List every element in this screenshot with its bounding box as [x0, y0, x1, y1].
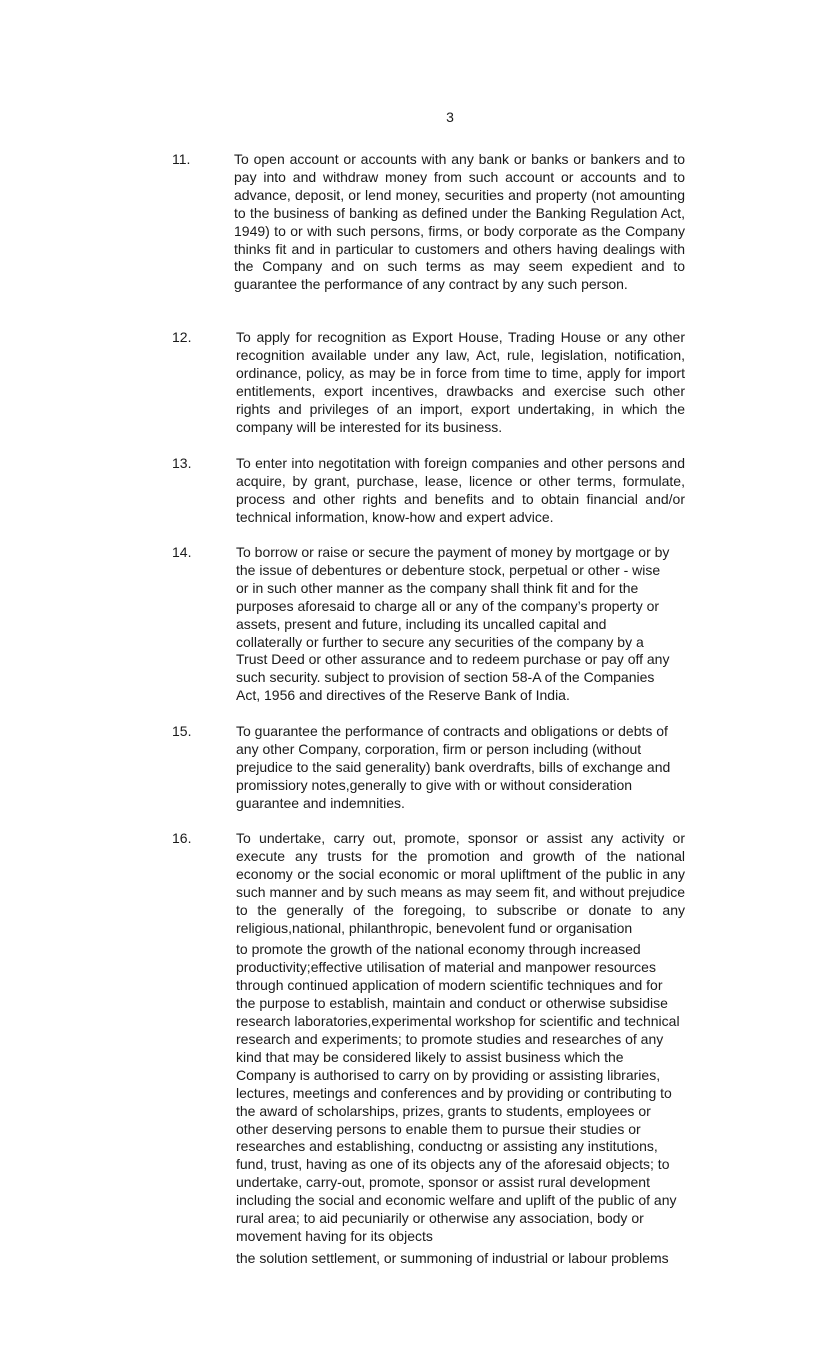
clause-paragraph: To open account or accounts with any bank or banks or bankers and to pay into and withdraw money from such account or accounts and to advance, deposit, or lend money, securities and property (not amounting to the business of banking as defined under the Banking Regulation Act, 1949) to or with such persons, firms, or body corporate as the Company thinks fit and in particular to customers and others having dealings with the Company and on such terms as may seem expedient and to guarantee the performance of any contract by any such person. [234, 151, 685, 293]
clause-paragraph: the solution settlement, or summoning of industrial or labour problems [236, 1249, 669, 1266]
clause-paragraph: To apply for recognition as Export House, Trading House or any other recognition available under any law, Act, rule, legislation, notification, ordinance, policy, as may be in force from time to time, apply for import entitlements, export incentives, drawbacks and exercise such other rights and privileges of an import, export undertaking, in which the company will be interested for its business. [236, 329, 685, 435]
clause-body [236, 329, 685, 436]
clause-number: 15. [172, 723, 192, 739]
clause-paragraph: To borrow or raise or secure the payment of money by mortgage or by the issue of debentures or debenture stock, perpetual or other - wise or in such other manner as the company shall think fit and for the purposes aforesaid to charge all or any of the company’s property or assets, present and future, including its uncalled capital and collaterally or further to secure any securities of the company by a Trust Deed or other assurance and to redeem purchase or pay off any such security. subject to provision of section 58-A of the Companies Act, 1956 and directives of the Reserve Bank of India. [236, 544, 670, 704]
clause-paragraph: To undertake, carry out, promote, sponsor or assist any activity or execute any trusts for the promotion and growth of the national economy or the social economic or moral upliftment of the public in any such manner and by such means as may seem fit, and without prejudice to the generally of the foregoing, to subscribe or donate to any religious,national, philanthropic, benevolent fund or organisation [236, 830, 685, 936]
clause-body [234, 151, 685, 294]
clause-body [236, 455, 685, 527]
clause-paragraph: To guarantee the performance of contracts and obligations or debts of any other Company, corporation, firm or person including (without prejudice to the said generality) bank overdrafts, bills of exchange and promissiory notes,generally to give with or without consideration guarantee and indemnities. [236, 723, 671, 811]
clause-number: 16. [172, 830, 192, 846]
clause-paragraph: to promote the growth of the national economy through increased productivity;effective utilisation of material and manpower resources through continued application of modern scientific techniques and for the purpose to establish, maintain and conduct or otherwise subsidise research laboratories,experimental workshop for scientific and technical research and experiments; to promote studies and researches of any kind that may be considered likely to assist business which the Company is authorised to carry on by providing or assisting libraries, lectures, meetings and conferences and by providing or contributing to the award of scholarships, prizes, grants to students, employees or other deserving persons to enable them to pursue their studies or researches and establishing, conductng or assisting any institutions, fund, trust, having as one of its objects any of the aforesaid objects; to undertake, carry-out, promote, sponsor or assist rural development including the social and economic welfare and uplift of the public of any rural area; to aid pecuniarily or otherwise any association, body or movement having for its objects [236, 941, 680, 1244]
page-number: 3 [446, 109, 454, 125]
clause-body [236, 830, 685, 1268]
clause-number: 14. [172, 544, 192, 560]
clause-number: 12. [172, 329, 192, 345]
clause-number: 11. [172, 151, 191, 167]
clause-body [236, 544, 676, 705]
clause-body [236, 723, 688, 813]
clause-number: 13. [172, 455, 192, 471]
clause-paragraph: To enter into negotitation with foreign companies and other persons and acquire, by grant, purchase, lease, licence or other terms, formulate, process and other rights and benefits and to obtain financial and/or technical information, know-how and expert advice. [236, 455, 685, 525]
